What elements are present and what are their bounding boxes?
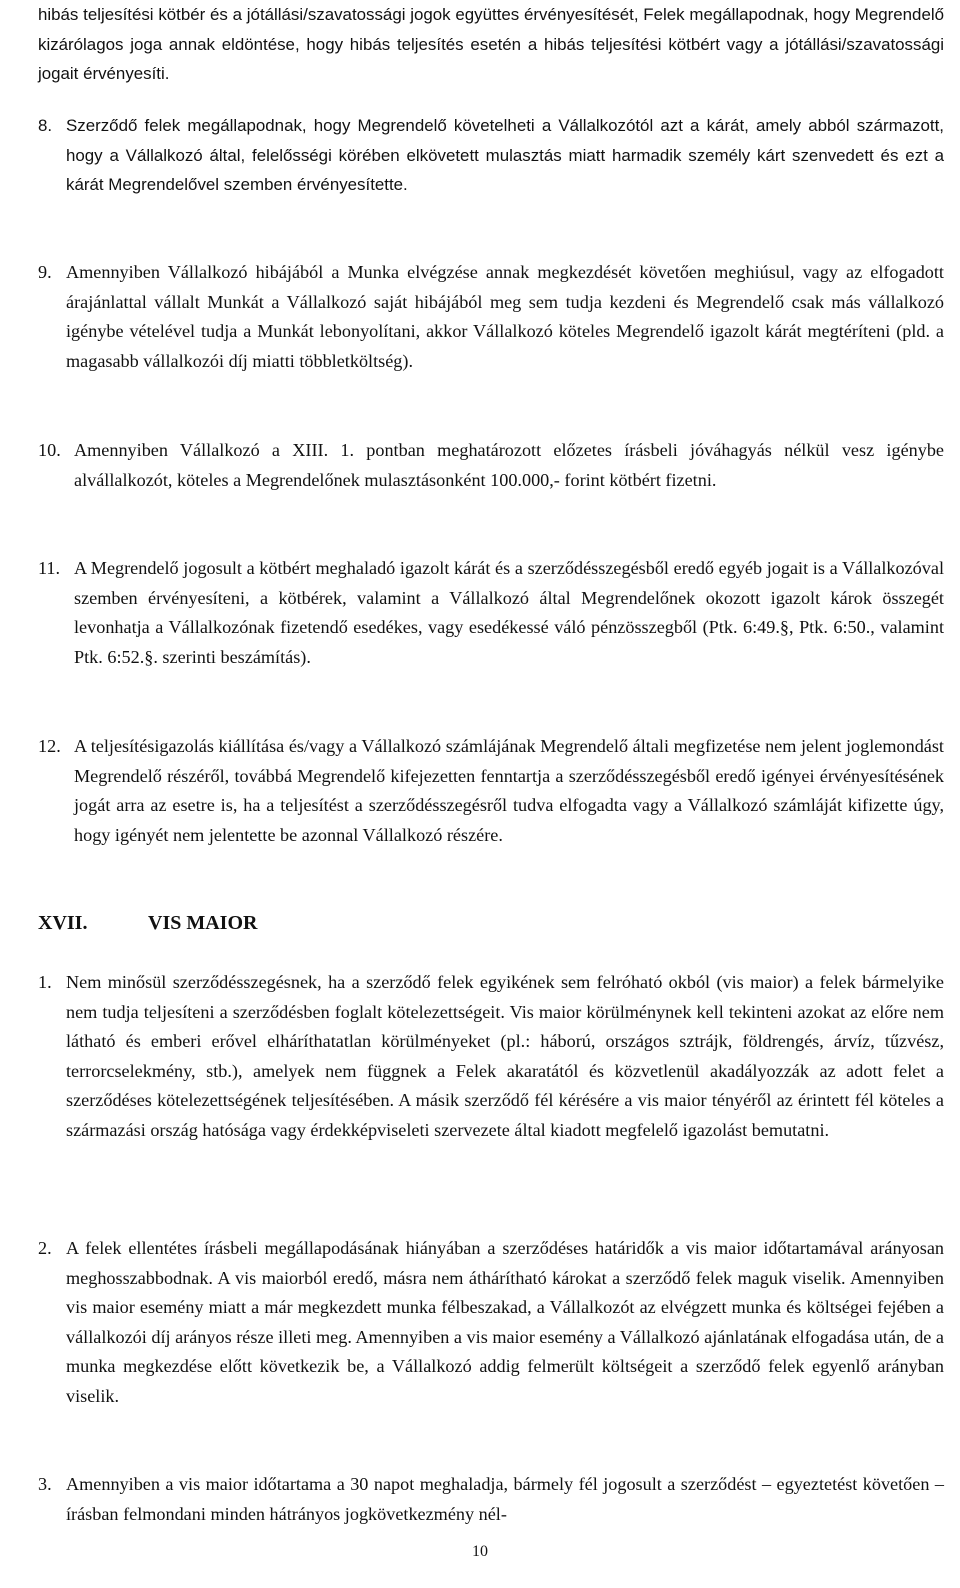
intro-paragraph xyxy=(38,0,944,89)
item-number: 1. xyxy=(38,972,52,992)
item-text: Amennyiben Vállalkozó hibájából a Munka elvégzése annak megkezdését követően meghiúsul, vagy az elfogadott árajánlattal vállalt Munkát a Vállalkozó saját hibájából meg sem tudja kezdeni és Megrendelő csak más vállalkozó igénybe vételével tudja a Munkát lebonyolítani, akkor Vállalkozó köteles Megrendelő igazolt kárát megtéríteni (pld. a magasabb vállalkozói díj miatti többletköltség). xyxy=(66,262,944,371)
section-number: XVII. xyxy=(38,912,88,934)
item-number: 9. xyxy=(38,262,52,282)
item-text: Nem minősül szerződésszegésnek, ha a szerződő felek egyikének sem felróható okból (vis maior) a felek bármelyike nem tudja teljesíteni a szerződésben foglalt kötelezettségeit. Vis maior körülménynek kell tekinteni azokat az előre nem látható és emberi erővel elháríthatatlan körülményeket (pl.: háború, országos sztrájk, földrengés, árvíz, tűzvész, terrorcselekmény, stb.), amelyek nem függnek a Felek akaratától és közvetlenül akadályozzák az adott felet a szerződéses kötelezettségének teljesítésében. A másik szerződő fél kérésére a vis maior tényéről az érintett fél köteles a származási ország hatósága vagy érdekképviseleti szervezete által kiadott megfelelő igazolást bemutatni. xyxy=(66,972,944,1140)
list-item-vis-2 xyxy=(38,1234,944,1412)
item-number: 12. xyxy=(38,736,61,756)
list-item-vis-3 xyxy=(38,1470,944,1529)
item-number: 3. xyxy=(38,1474,52,1494)
list-item-9 xyxy=(38,258,944,376)
item-number: 8. xyxy=(38,116,53,135)
page-number: 10 xyxy=(472,1543,488,1560)
section-heading xyxy=(38,909,944,937)
list-item-vis-1 xyxy=(38,968,944,1146)
item-text: A teljesítésigazolás kiállítása és/vagy a Vállalkozó számlájának Megrendelő általi megfizetése nem jelent joglemondást Megrendelő részéről, továbbá Megrendelő kifejezetten fenntartja a szerződésszegésből eredő igényei érvényesítésének jogát arra az esetre is, ha a teljesítést a szerződésszegésről tudva elfogadta vagy a Vállalkozó számláját kifizette úgy, hogy igényét nem jelentette be azonnal Vállalkozó részére. xyxy=(74,736,944,845)
item-text: A Megrendelő jogosult a kötbért meghaladó igazolt kárát és a szerződésszegésből eredő egyéb jogait is a Vállalkozóval szemben érvényesíteni, a kötbérek, valamint a Vállalkozó által Megrendelőnek okozott igazolt károk összegét levonhatja a Vállalkozónak fizetendő esedékes, vagy esedékessé váló pénzösszegből (Ptk. 6:49.§, Ptk. 6:50., valamint Ptk. 6:52.§. szerinti beszámítás). xyxy=(74,558,944,667)
list-item-8 xyxy=(38,111,944,200)
item-number: 2. xyxy=(38,1238,52,1258)
item-text: A felek ellentétes írásbeli megállapodásának hiányában a szerződéses határidők a vis maior időtartamával arányosan meghosszabbodnak. A vis maiorból eredő, másra nem áthárítható károkat a szerződő felek maguk viselik. Amennyiben vis maior esemény miatt a már megkezdett munka félbeszakad, a Vállalkozót az elvégzett munka és költségei fejében a vállalkozói díj arányos része illeti meg. Amennyiben a vis maior esemény a Vállalkozó ajánlatának elfogadása után, de a munka megkezdése előtt következik be, a Vállalkozó addig felmerült költségeit a szerződő felek egyenlő arányban viselik. xyxy=(66,1238,944,1406)
item-text: Amennyiben a vis maior időtartama a 30 napot meghaladja, bármely fél jogosult a szerződést – egyeztetést követően – írásban felmondani minden hátrányos jogkövetkezmény nél- xyxy=(66,1474,944,1524)
list-item-11 xyxy=(38,554,944,672)
list-item-12 xyxy=(38,732,944,850)
intro-text: hibás teljesítési kötbér és a jótállási/szavatossági jogok együttes érvényesítését, Felek megállapodnak, hogy Megrendelő kizárólagos joga annak eldöntése, hogy hibás teljesítés esetén a hibás teljesítési kötbért vagy a jótállási/szavatossági jogait érvényesíti. xyxy=(38,5,944,84)
list-item-10 xyxy=(38,436,944,495)
item-text: Szerződő felek megállapodnak, hogy Megrendelő követelheti a Vállalkozótól azt a kárát, amely abból származott, hogy a Vállalkozó által, felelősségi körében elkövetett mulasztás miatt harmadik személy kárt szenvedett és ezt a kárát Megrendelővel szemben érvényesítette. xyxy=(66,116,944,195)
item-number: 10. xyxy=(38,440,61,460)
section-title: VIS MAIOR xyxy=(148,912,258,934)
item-text: Amennyiben Vállalkozó a XIII. 1. pontban meghatározott előzetes írásbeli jóváhagyás nélkül vesz igénybe alvállalkozót, köteles a Megrendelőnek mulasztásonként 100.000,- forint kötbért fizetni. xyxy=(74,440,944,490)
item-number: 11. xyxy=(38,558,61,578)
